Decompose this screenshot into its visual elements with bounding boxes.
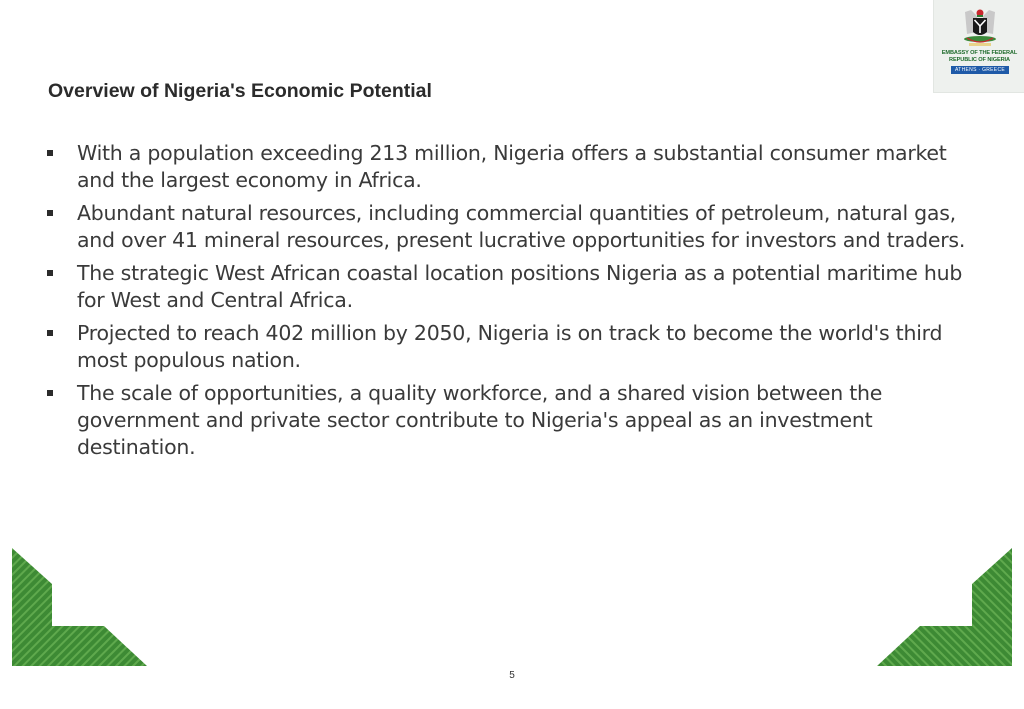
embassy-logo bbox=[933, 0, 1024, 93]
square-bullet-icon bbox=[47, 330, 53, 336]
bullet-text: The strategic West African coastal location positions Nigeria as a potential maritime hub for West and Central Africa. bbox=[77, 261, 963, 312]
square-bullet-icon bbox=[47, 390, 53, 396]
bullet-text: With a population exceeding 213 million, Nigeria offers a substantial consumer market and the largest economy in Africa. bbox=[77, 141, 947, 192]
bullet-item bbox=[46, 380, 986, 461]
page-number: 5 bbox=[509, 670, 515, 681]
square-bullet-icon bbox=[47, 150, 53, 156]
bullet-list bbox=[46, 140, 986, 467]
bullet-item bbox=[46, 320, 986, 374]
bullet-item bbox=[46, 140, 986, 194]
square-bullet-icon bbox=[47, 210, 53, 216]
logo-text-line1: EMBASSY OF THE FEDERAL bbox=[941, 50, 1018, 56]
bullet-text: Projected to reach 402 million by 2050, Nigeria is on track to become the world's third most populous nation. bbox=[77, 321, 943, 372]
logo-location-band: ATHENS · GREECE bbox=[951, 66, 1009, 74]
corner-ornament-left bbox=[12, 548, 147, 666]
logo-text-line2: REPUBLIC OF NIGERIA bbox=[949, 57, 1010, 63]
bullet-text: Abundant natural resources, including commercial quantities of petroleum, natural gas, and over 41 mineral resources, present lucrative opportunities for investors and traders. bbox=[77, 201, 966, 252]
slide-title: Overview of Nigeria's Economic Potential bbox=[48, 80, 432, 102]
bullet-text: The scale of opportunities, a quality workforce, and a shared vision between the government and private sector contribute to Nigeria's appeal as an investment destination. bbox=[77, 381, 883, 459]
square-bullet-icon bbox=[47, 270, 53, 276]
coat-of-arms-icon bbox=[959, 8, 1001, 48]
corner-ornament-right bbox=[877, 548, 1012, 666]
bullet-item bbox=[46, 200, 986, 254]
bullet-item bbox=[46, 260, 986, 314]
